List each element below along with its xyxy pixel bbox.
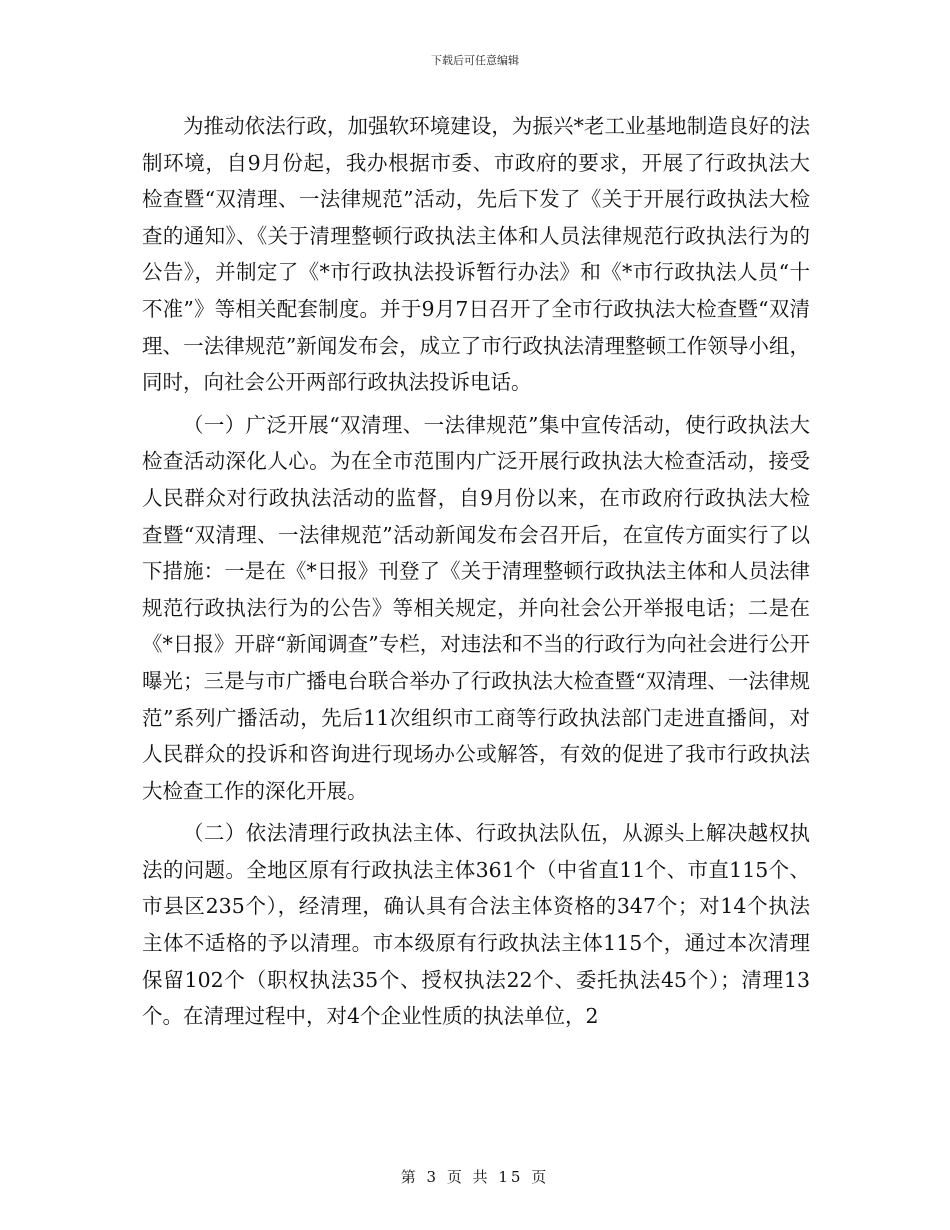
- paragraph-intro: 为推动依法行政，加强软环境建设，为振兴*老工业基地制造良好的法制环境，自9月份起，我办根据市委、市政府的要求，开展了行政执法大检查暨“双清理、一法律规范”活动，先后下发了《关于开展行政执法大检查的通知》、《关于清理整顿行政执法主体和人员法律规范行政执法行为的公告》，并制定了《*市行政执法投诉暂行办法》和《*市行政执法人员“十不准”》等相关配套制度。并于9月7日召开了全市行政执法大检查暨“双清理、一法律规范”新闻发布会，成立了市行政执法清理整顿工作领导小组，同时，向社会公开两部行政执法投诉电话。: [142, 114, 810, 395]
- paragraph-section-2: （二）依法清理行政执法主体、行政执法队伍，从源头上解决越权执法的问题。全地区原有行政执法主体361个（中省直11个、市直115个、市县区235个），经清理，确认具有合法主体资格的347个；对14个执法主体不适格的予以清理。市本级原有行政执法主体115个，通过本次清理保留102个（职权执法35个、授权执法22个、委托执法45个）；清理13个。在清理过程中，对4个企业性质的执法单位，2: [142, 821, 810, 1029]
- page-footer: 第 3 页 共 15 页: [400, 1168, 550, 1186]
- page-header: 下载后可任意编辑: [431, 54, 519, 67]
- paragraph-section-1: （一）广泛开展“双清理、一法律规范”集中宣传活动，使行政执法大检查活动深化人心。为在全市范围内广泛开展行政执法大检查活动，接受人民群众对行政执法活动的监督，自9月份以来，在市政府行政执法大检查暨“双清理、一法律规范”活动新闻发布会召开后，在宣传方面实行了以下措施：一是在《*日报》刊登了《关于清理整顿行政执法主体和人员法律规范行政执法行为的公告》等相关规定，并向社会公开举报电话；二是在《*日报》开辟“新闻调查”专栏，对违法和不当的行政行为向社会进行公开曝光；三是与市广播电台联合举办了行政执法大检查暨“双清理、一法律规范”系列广播活动，先后11次组织市工商等行政执法部门走进直播间，对人民群众的投诉和咨询进行现场办公或解答，有效的促进了我市行政执法大检查工作的深化开展。: [142, 412, 810, 803]
- document-body: [142, 108, 810, 1041]
